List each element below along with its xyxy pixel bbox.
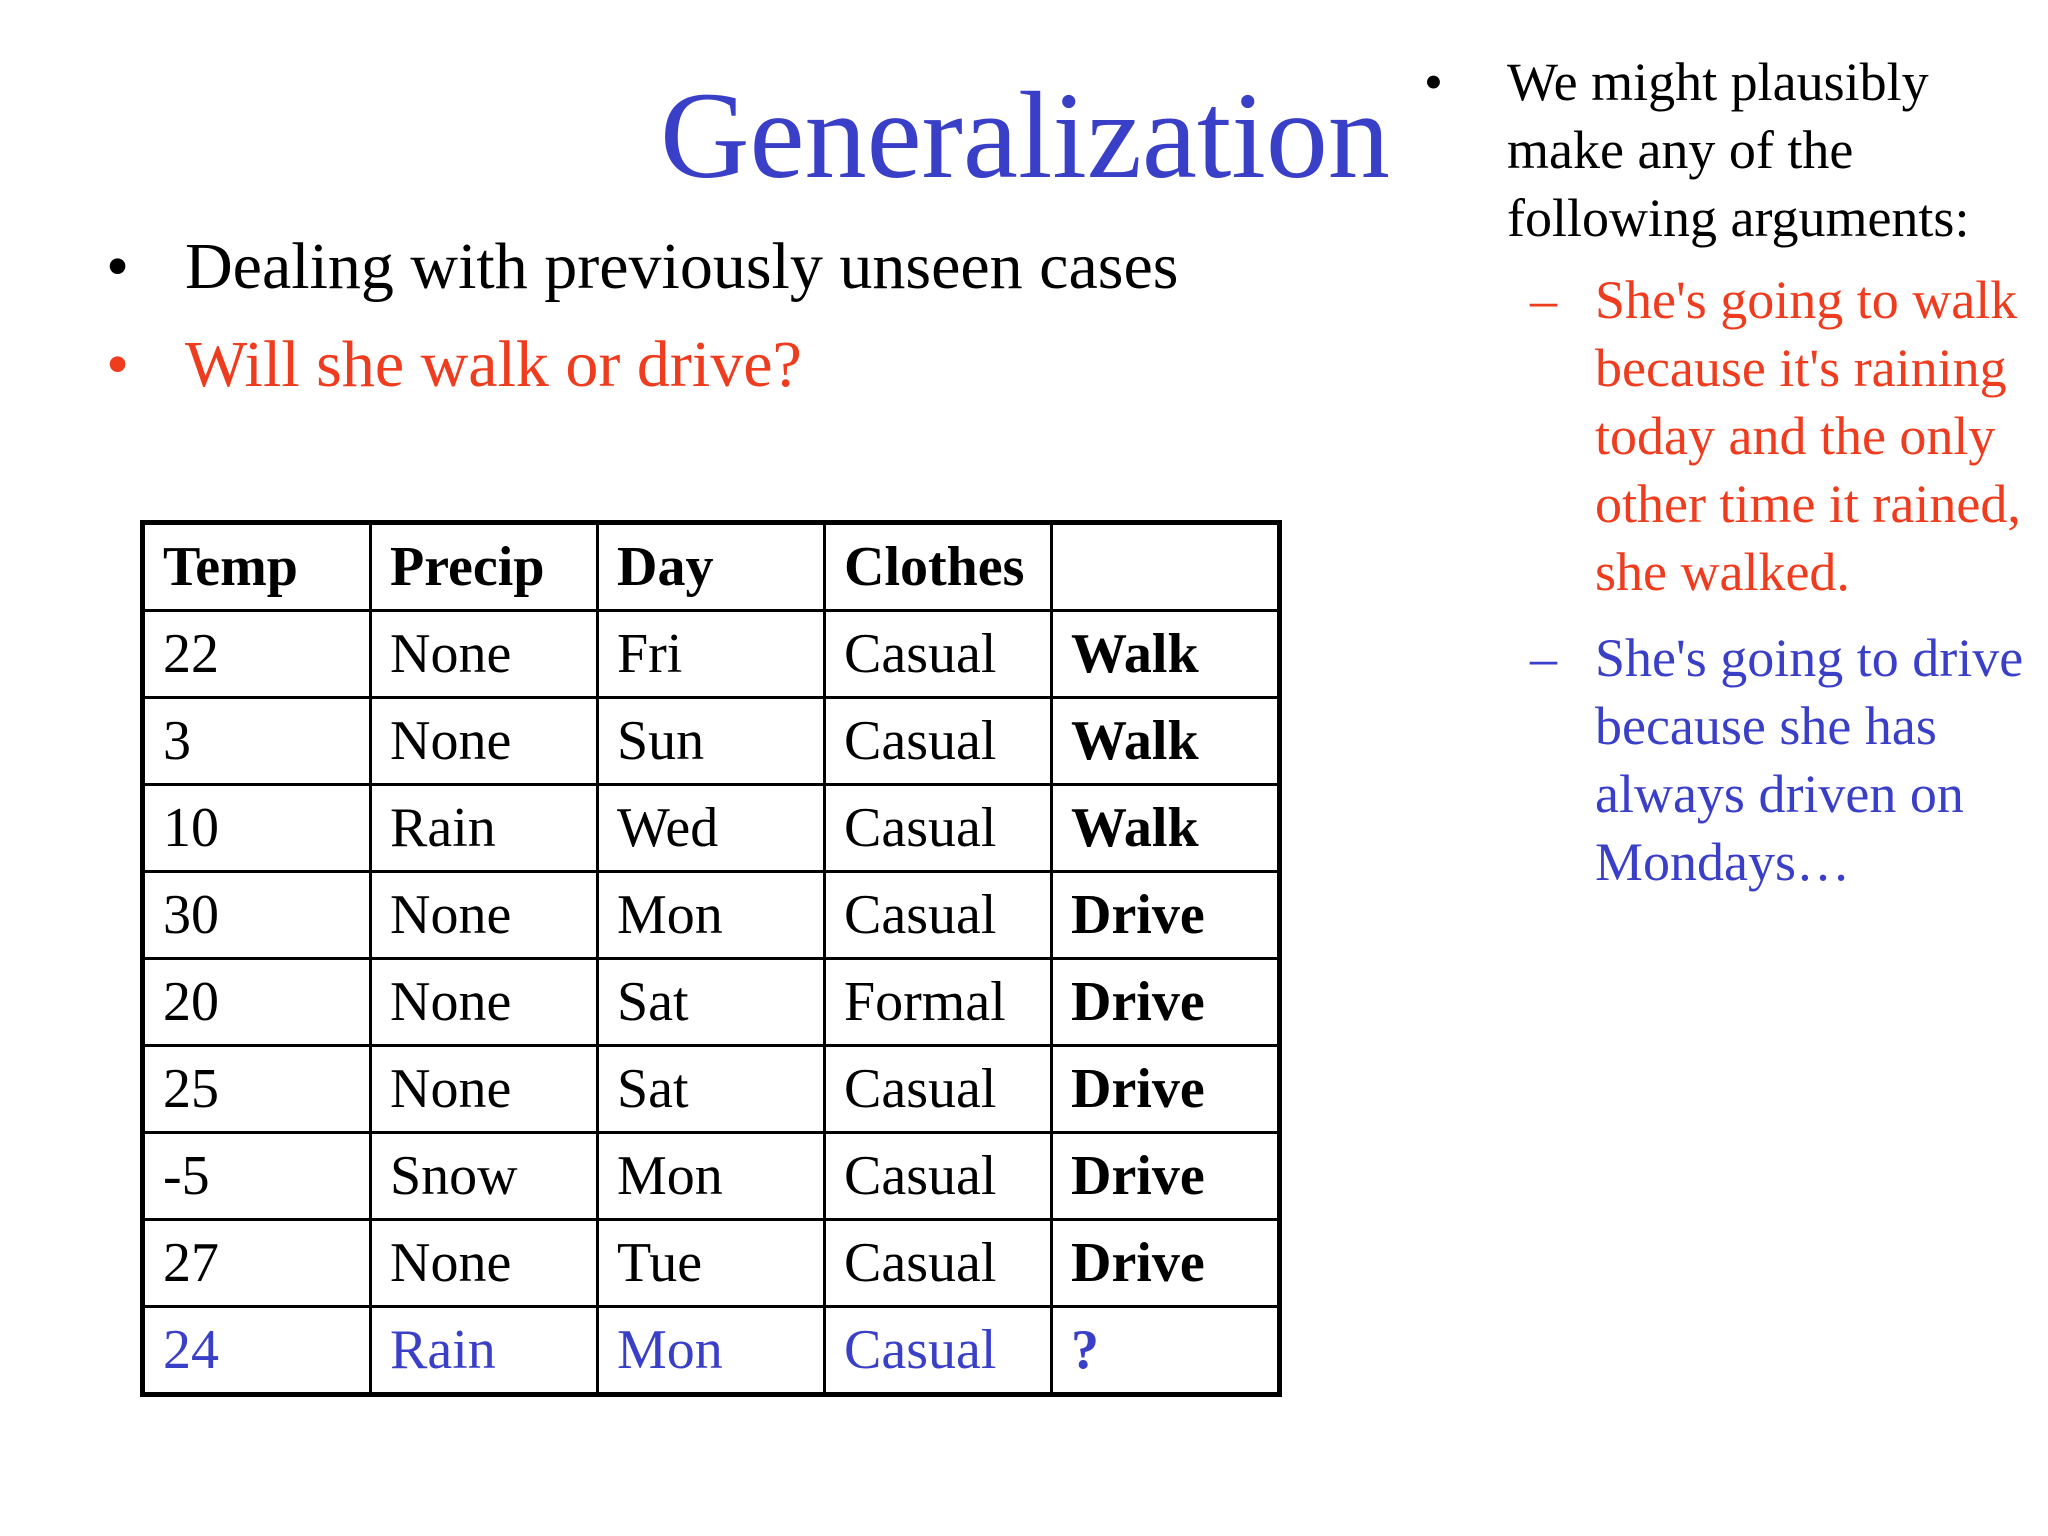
column-header-label: [1052, 523, 1280, 611]
precip-cell: None: [371, 1220, 598, 1307]
column-header-precip: Precip: [371, 523, 598, 611]
day-cell: Sun: [598, 698, 825, 785]
bullet-item-arguments-intro: [1420, 48, 2040, 252]
table-row: [143, 1133, 1280, 1220]
table-row: [143, 959, 1280, 1046]
day-cell: Mon: [598, 872, 825, 959]
clothes-cell: Formal: [825, 959, 1052, 1046]
argument-text: She's going to drive because she has always driven on Mondays…: [1595, 628, 2024, 892]
day-cell: Fri: [598, 611, 825, 698]
table-row: [143, 1220, 1280, 1307]
clothes-cell: Casual: [825, 785, 1052, 872]
precip-cell: None: [371, 872, 598, 959]
table-row: [143, 872, 1280, 959]
table-row: [143, 611, 1280, 698]
argument-list: [1420, 266, 2040, 896]
temp-cell: 27: [143, 1220, 371, 1307]
clothes-cell: Casual: [825, 1220, 1052, 1307]
day-cell: Sat: [598, 1046, 825, 1133]
label-cell: Walk: [1052, 785, 1280, 872]
column-header-day: Day: [598, 523, 825, 611]
slide-title: Generalization: [660, 67, 1390, 204]
label-cell: Walk: [1052, 611, 1280, 698]
clothes-cell: Casual: [825, 698, 1052, 785]
table-row: [143, 698, 1280, 785]
precip-cell: Rain: [371, 785, 598, 872]
column-header-temp: Temp: [143, 523, 371, 611]
precip-cell: Snow: [371, 1133, 598, 1220]
clothes-cell: Casual: [825, 1307, 1052, 1395]
bullet-text: Dealing with previously unseen cases: [185, 230, 1179, 303]
day-cell: Mon: [598, 1307, 825, 1395]
label-cell: Drive: [1052, 1220, 1280, 1307]
argument-drive: [1420, 624, 2040, 896]
clothes-cell: Casual: [825, 1133, 1052, 1220]
temp-cell: 24: [143, 1307, 371, 1395]
table-body: [143, 523, 1280, 1395]
label-cell: ?: [1052, 1307, 1280, 1395]
temp-cell: 3: [143, 698, 371, 785]
clothes-cell: Casual: [825, 1046, 1052, 1133]
temp-cell: 22: [143, 611, 371, 698]
table-row: [143, 1046, 1280, 1133]
temp-cell: 30: [143, 872, 371, 959]
bullet-item-unseen-cases: [100, 218, 1178, 316]
bullet-text: Will she walk or drive?: [185, 328, 802, 401]
bullet-text: We might plausibly make any of the following arguments:: [1507, 52, 1970, 248]
column-header-clothes: Clothes: [825, 523, 1052, 611]
table-header-row: [143, 523, 1280, 611]
precip-cell: Rain: [371, 1307, 598, 1395]
bullet-dot-icon: •: [106, 328, 130, 401]
dash-bullet-icon: –: [1530, 270, 1557, 330]
bullet-dot-icon: •: [1424, 52, 1443, 112]
clothes-cell: Casual: [825, 872, 1052, 959]
day-cell: Wed: [598, 785, 825, 872]
table-row: [143, 785, 1280, 872]
left-bullet-list: [100, 218, 1178, 414]
arguments-column: [1420, 48, 2040, 914]
temp-cell: 10: [143, 785, 371, 872]
day-cell: Sat: [598, 959, 825, 1046]
training-data-table: [140, 520, 1282, 1397]
label-cell: Drive: [1052, 1133, 1280, 1220]
dash-bullet-icon: –: [1530, 628, 1557, 688]
label-cell: Drive: [1052, 872, 1280, 959]
label-cell: Walk: [1052, 698, 1280, 785]
temp-cell: 25: [143, 1046, 371, 1133]
argument-text: She's going to walk because it's raining today and the only other time it rained, she walked.: [1595, 270, 2021, 602]
label-cell: Drive: [1052, 959, 1280, 1046]
bullet-item-walk-or-drive: [100, 316, 1178, 414]
precip-cell: None: [371, 959, 598, 1046]
day-cell: Tue: [598, 1220, 825, 1307]
argument-walk: [1420, 266, 2040, 606]
bullet-dot-icon: •: [106, 230, 130, 303]
precip-cell: None: [371, 1046, 598, 1133]
temp-cell: -5: [143, 1133, 371, 1220]
query-row: [143, 1307, 1280, 1395]
clothes-cell: Casual: [825, 611, 1052, 698]
temp-cell: 20: [143, 959, 371, 1046]
label-cell: Drive: [1052, 1046, 1280, 1133]
precip-cell: None: [371, 611, 598, 698]
precip-cell: None: [371, 698, 598, 785]
day-cell: Mon: [598, 1133, 825, 1220]
